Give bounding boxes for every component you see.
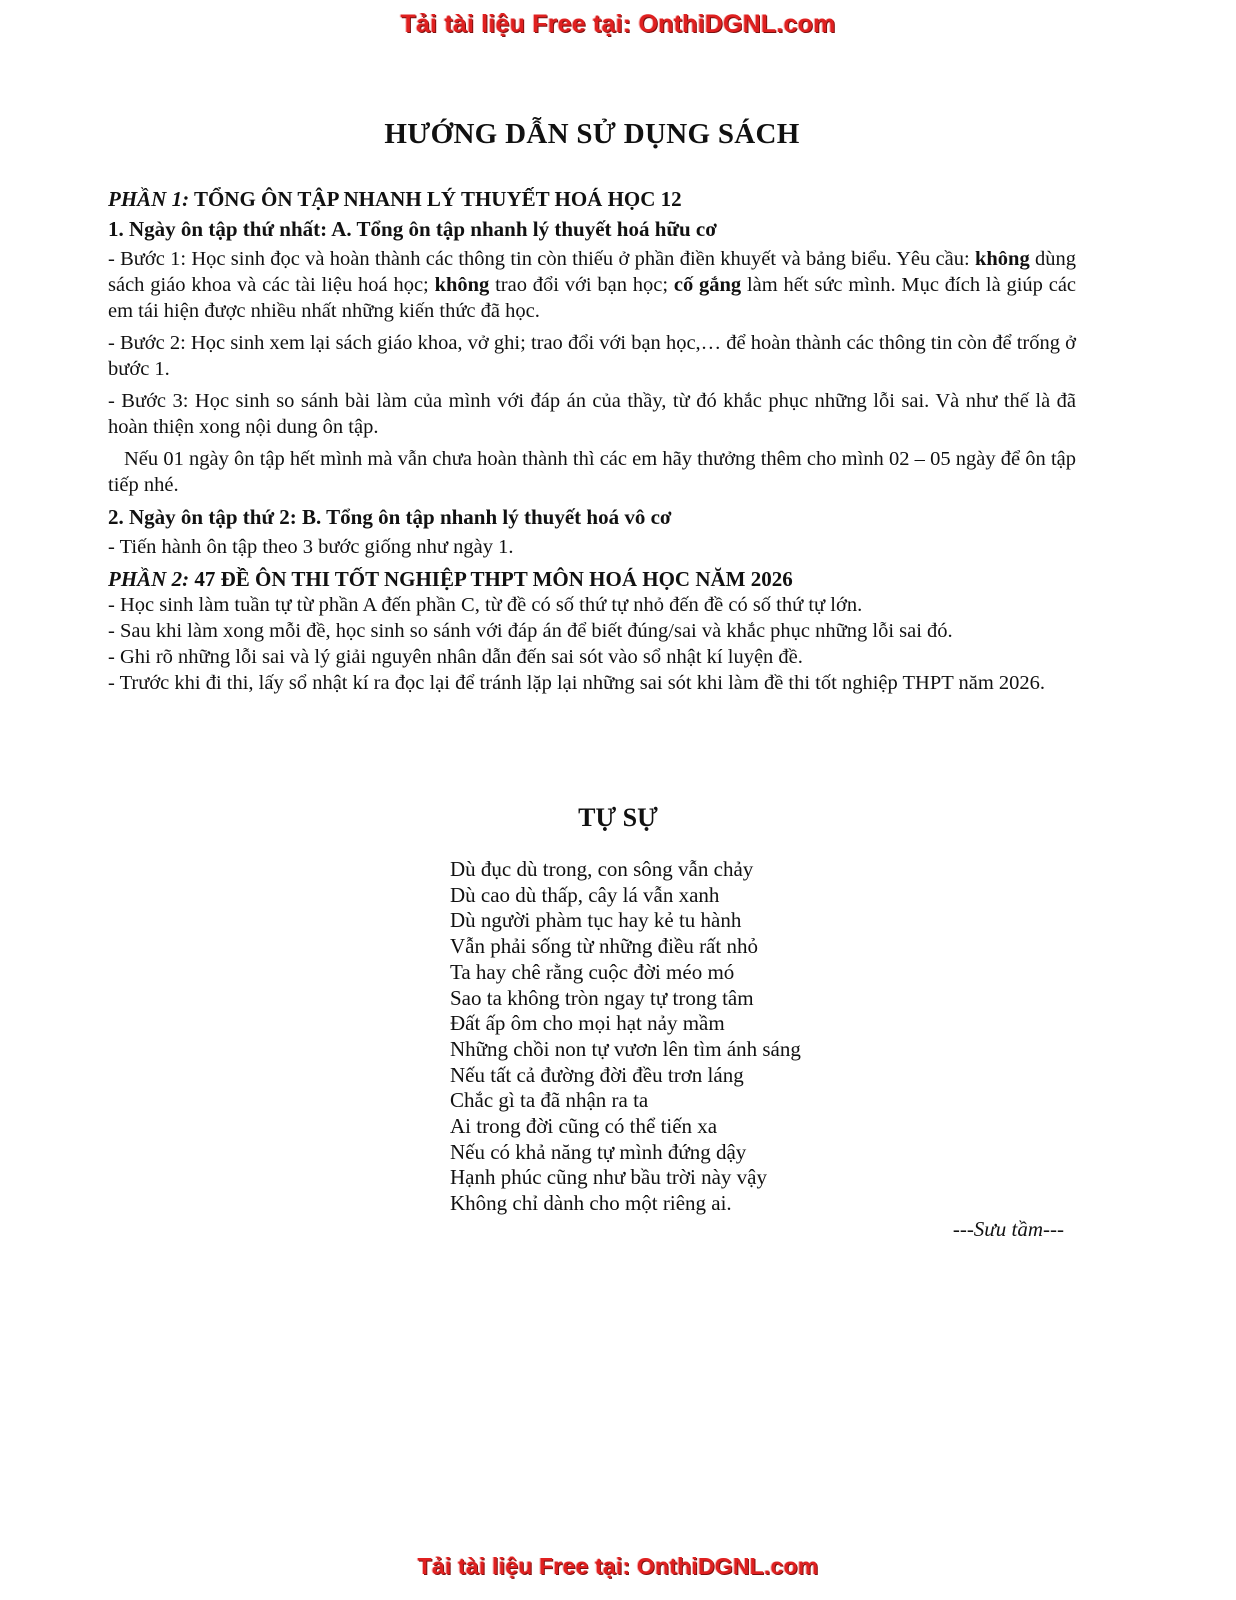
day1-step1: [108, 246, 1076, 324]
part2-heading: [108, 566, 1076, 592]
day1-note: Nếu 01 ngày ôn tập hết mình mà vẫn chưa hoàn thành thì các em hãy thưởng thêm cho mình 02 – 05 ngày để ôn tập tiếp nhé.: [108, 448, 1076, 496]
poem-line: Hạnh phúc cũng như bầu trời này vậy: [450, 1165, 767, 1190]
day1-step3: - Bước 3: Học sinh so sánh bài làm của mình với đáp án của thầy, từ đó khắc phục những lỗi sai. Và như thế là đã hoàn thiện xong nội dung ôn tập.: [108, 390, 1076, 438]
part2-label: PHẦN 2:: [108, 567, 190, 591]
step1-bold-1: không: [974, 248, 1030, 270]
page-title: HƯỚNG DẪN SỬ DỤNG SÁCH: [384, 118, 800, 150]
step1-text-c: dùng sách giáo khoa và các tài liệu hoá học;: [108, 248, 1076, 296]
poem-line: Ta hay chê rằng cuộc đời méo mó: [450, 959, 735, 984]
list-item: - Sau khi làm xong mỗi đề, học sinh so sánh với đáp án để biết đúng/sai và khắc phục những lỗi sai đó.: [108, 620, 953, 642]
poem-line: Nếu có khả năng tự mình đứng dậy: [450, 1139, 747, 1164]
part2-title: 47 ĐỀ ÔN THI TỐT NGHIỆP THPT MÔN HOÁ HỌC NĂM 2026: [189, 567, 793, 591]
step1-text-d: trao đổi với bạn học;: [489, 274, 674, 296]
watermark-header: Tải tài liệu Free tại: OnthiDGNL.com: [400, 10, 836, 38]
poem-line: Chắc gì ta đã nhận ra ta: [450, 1088, 649, 1113]
poem-line: Dù người phàm tục hay kẻ tu hành: [450, 908, 742, 933]
day2-text: - Tiến hành ôn tập theo 3 bước giống như ngày 1.: [108, 536, 514, 558]
part1-heading: [108, 186, 1076, 212]
day1-heading: 1. Ngày ôn tập thứ nhất: A. Tổng ôn tập nhanh lý thuyết hoá hữu cơ: [108, 217, 717, 241]
poem-title: TỰ SỰ: [578, 803, 658, 832]
poem-body: [450, 857, 801, 1217]
watermark-footer: Tải tài liệu Free tại: OnthiDGNL.com: [417, 1553, 819, 1579]
poem-credit: ---Sưu tầm---: [952, 1217, 1064, 1241]
poem-line: Sao ta không tròn ngay tự trong tâm: [450, 985, 754, 1010]
poem-line: Không chỉ dành cho một riêng ai.: [450, 1191, 732, 1216]
poem-line: Vẫn phải sống từ những điều rất nhỏ: [450, 934, 758, 959]
part1-title: TỔNG ÔN TẬP NHANH LÝ THUYẾT HOÁ HỌC 12: [189, 187, 682, 211]
poem-line: Dù đục dù trong, con sông vẫn chảy: [450, 857, 754, 881]
part1-label: PHẦN 1:: [108, 187, 190, 211]
guide-body: [108, 186, 1076, 696]
day2-heading: 2. Ngày ôn tập thứ 2: B. Tổng ôn tập nhanh lý thuyết hoá vô cơ: [108, 505, 672, 529]
list-item: - Ghi rõ những lỗi sai và lý giải nguyên nhân dẫn đến sai sót vào sổ nhật kí luyện đề.: [108, 646, 803, 668]
poem-line: Dù cao dù thấp, cây lá vẫn xanh: [450, 882, 720, 907]
poem-line: Những chồi non tự vươn lên tìm ánh sáng: [450, 1036, 801, 1061]
step1-bold-2: không: [434, 274, 490, 296]
step1-text-a: - Bước 1: Học sinh đọc và hoàn thành các thông tin còn thiếu ở phần điền khuyết và bảng biểu. Yêu cầu:: [108, 248, 975, 270]
poem-line: Nếu tất cả đường đời đều trơn láng: [450, 1062, 744, 1087]
poem-line: Đất ấp ôm cho mọi hạt nảy mầm: [450, 1011, 725, 1036]
part2-bullets: [108, 592, 1076, 696]
poem-line: Ai trong đời cũng có thể tiến xa: [450, 1114, 718, 1139]
step1-bold-3: cố gắng: [673, 274, 742, 296]
step1-text-e: làm hết sức mình. Mục đích là giúp các em tái hiện được nhiều nhất những kiến thức đã học.: [108, 274, 1077, 322]
list-item: - Trước khi đi thi, lấy sổ nhật kí ra đọc lại để tránh lặp lại những sai sót khi làm đề thi tốt nghiệp THPT năm 2026.: [108, 672, 1046, 694]
list-item: - Học sinh làm tuần tự từ phần A đến phần C, từ đề có số thứ tự nhỏ đến đề có số thứ tự lớn.: [108, 594, 863, 616]
day1-step2: - Bước 2: Học sinh xem lại sách giáo khoa, vở ghi; trao đổi với bạn học,… để hoàn thành các thông tin còn để trống ở bước 1.: [108, 332, 1076, 380]
